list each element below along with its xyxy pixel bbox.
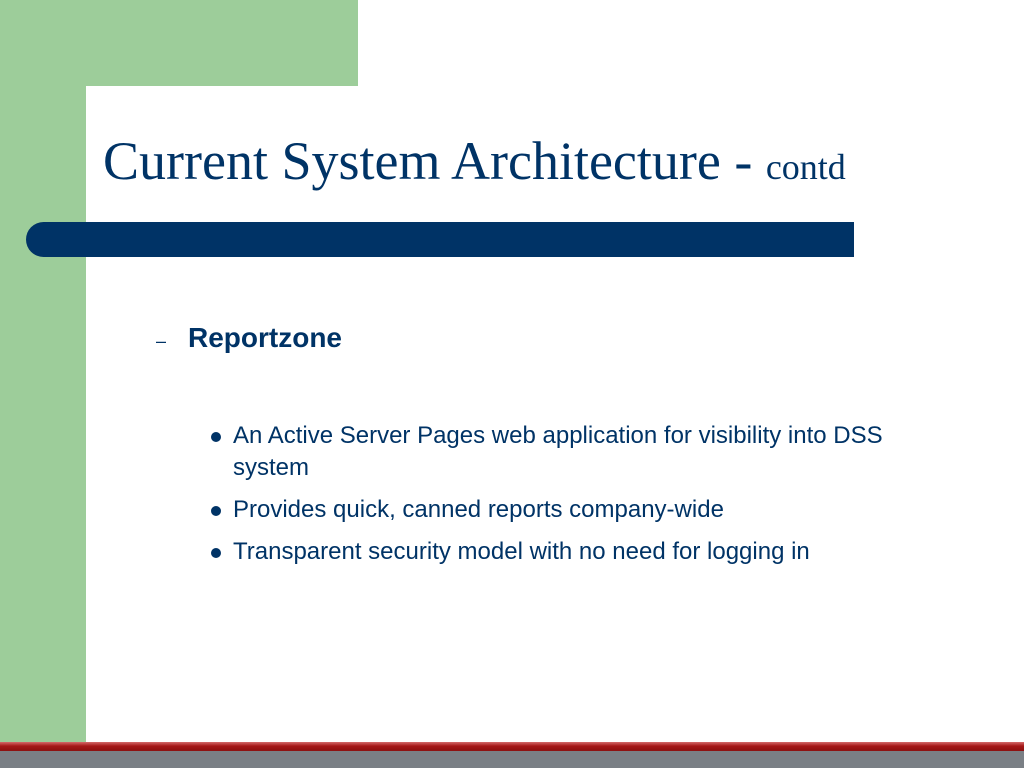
bullet-item xyxy=(208,420,928,484)
bullet-list xyxy=(208,420,928,578)
decorative-green-sidebar xyxy=(0,0,86,742)
title-underline-bar xyxy=(26,222,854,257)
bullet-item xyxy=(208,494,928,526)
footer-red-stripe xyxy=(0,742,1024,751)
bullet-item xyxy=(208,536,928,568)
level1-item xyxy=(150,318,950,364)
bullet-text: An Active Server Pages web application for visibility into DSS system xyxy=(233,422,883,481)
bullet-dot-icon xyxy=(211,548,221,558)
bullet-text: Transparent security model with no need for logging in xyxy=(233,538,810,565)
slide-title-suffix: contd xyxy=(765,147,846,187)
bullet-text: Provides quick, canned reports company-wide xyxy=(233,496,724,523)
footer-gray-band xyxy=(0,751,1024,768)
bullet-dot-icon xyxy=(211,432,221,442)
level1-heading: Reportzone xyxy=(188,322,342,353)
slide-body xyxy=(150,318,950,364)
dash-marker: – xyxy=(156,331,167,351)
bullet-dot-icon xyxy=(211,506,221,516)
slide-title-main: Current System Architecture - xyxy=(103,131,766,191)
slide-title xyxy=(103,128,846,200)
